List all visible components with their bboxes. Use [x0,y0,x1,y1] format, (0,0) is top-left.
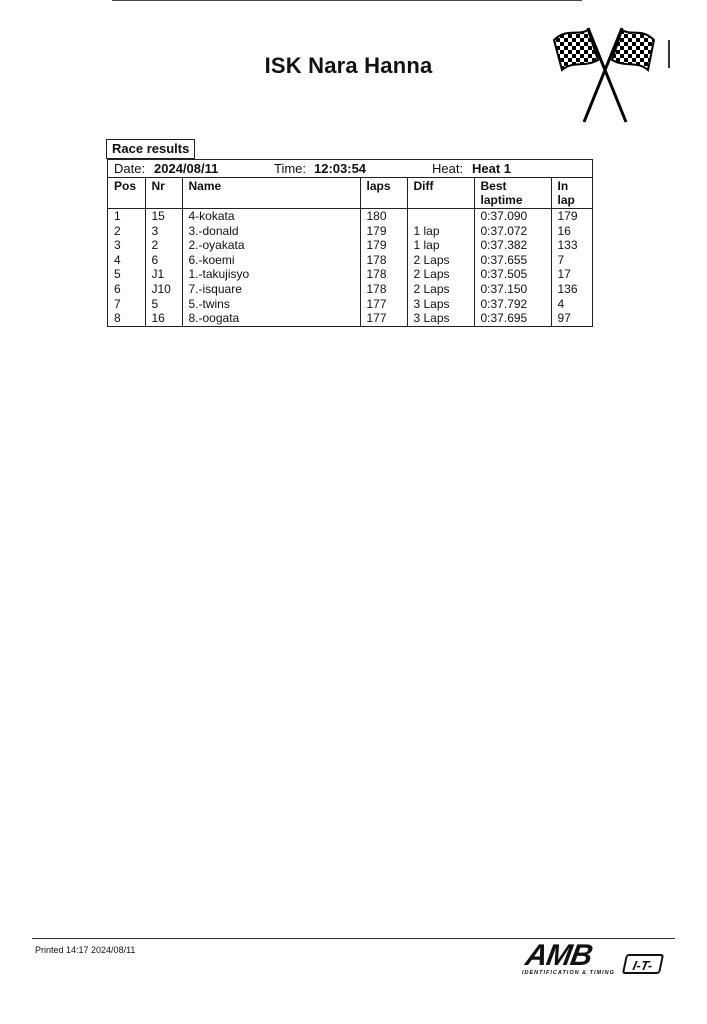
cell-diff: 3 Laps [407,297,474,312]
cell-diff: 2 Laps [407,282,474,297]
cell-pos: 5 [108,267,145,282]
cell-name: 3.-donald [182,224,360,239]
page-title: ISK Nara Hanna [264,53,433,78]
cell-in-lap: 136 [557,281,578,296]
cell-pos: 2 [108,224,145,239]
cell-nr: 15 [145,209,182,224]
cell-diff: 1 lap [407,238,474,253]
cell-name: 7.-isquare [182,282,360,297]
cell-name: 4-kokata [182,209,360,224]
cell-nr: 3 [145,224,182,239]
cell-best-laptime: 0:37.090 [474,209,551,224]
table-row [108,297,592,312]
table-row [108,224,592,239]
amb-logo-word: AMB [523,939,595,972]
cell-in-lap: 179 [557,209,578,223]
table-row [108,253,592,268]
cell-name: 8.-oogata [182,311,360,326]
race-date: 2024/08/11 [154,161,219,176]
cell-nr: J1 [145,267,182,282]
col-header-name: Name [182,178,360,209]
cell-pos: 6 [108,282,145,297]
cell-nr: 16 [145,311,182,326]
cell-pos: 3 [108,238,145,253]
cell-laps: 179 [360,224,407,239]
cell-diff: 3 Laps [407,311,474,326]
amb-logo [520,939,670,979]
heat-label: Heat: [432,161,464,176]
cell-diff: 2 Laps [407,253,474,268]
section-label: Race results [106,139,195,159]
cell-in-lap: 133 [557,238,578,253]
top-rule [112,0,582,1]
time-label: Time: [274,161,307,176]
cell-best-laptime: 0:37.382 [474,238,551,253]
table-row [108,282,592,297]
cell-laps: 177 [360,311,407,326]
cell-in-lap: 97 [557,311,571,326]
col-header-best-laptime: Best laptime [474,178,551,209]
table-row [108,209,592,224]
amb-logo-subtitle: IDENTIFICATION & TIMING [522,970,615,976]
race-time: 12:03:54 [314,161,367,176]
cell-pos: 8 [108,311,145,326]
printed-timestamp: Printed 14:17 2024/08/11 [35,945,136,955]
cell-diff [407,209,474,224]
cell-in-lap: 16 [557,223,571,238]
cell-laps: 178 [360,267,407,282]
cell-best-laptime: 0:37.505 [474,267,551,282]
amb-logo-box: I-T- [622,954,664,974]
cell-in-lap: 7 [557,252,565,267]
cell-in-lap: 4 [557,296,565,311]
cell-diff: 2 Laps [407,267,474,282]
cell-laps: 180 [360,209,407,224]
cell-name: 6.-koemi [182,253,360,268]
cell-name: 1.-takujisyo [182,267,360,282]
cell-best-laptime: 0:37.072 [474,224,551,239]
cell-nr: 2 [145,238,182,253]
heat-name: Heat 1 [472,161,512,176]
cell-best-laptime: 0:37.150 [474,282,551,297]
results-table-frame [107,159,593,327]
cell-laps: 177 [360,297,407,312]
cell-name: 2.-oyakata [182,238,360,253]
header-row [108,178,592,209]
col-header-in-lap: In lap [551,178,592,209]
cell-pos: 4 [108,253,145,268]
table-row [108,267,592,282]
cell-laps: 178 [360,253,407,268]
table-row [108,238,592,253]
date-label: Date: [114,161,146,176]
race-info-row [108,160,592,178]
checkered-flags-icon [548,22,660,126]
table-row [108,311,592,326]
col-header-laps: laps [360,178,407,209]
cell-nr: 5 [145,297,182,312]
cell-laps: 178 [360,282,407,297]
cell-best-laptime: 0:37.792 [474,297,551,312]
cell-diff: 1 lap [407,224,474,239]
cell-in-lap: 17 [557,267,571,282]
results-table [108,178,592,326]
cell-pos: 7 [108,297,145,312]
cell-best-laptime: 0:37.695 [474,311,551,326]
col-header-diff: Diff [407,178,474,209]
cell-name: 5.-twins [182,297,360,312]
cell-nr: 6 [145,253,182,268]
cell-best-laptime: 0:37.655 [474,253,551,268]
cell-laps: 179 [360,238,407,253]
col-header-nr: Nr [145,178,182,209]
cell-nr: J10 [145,282,182,297]
cell-pos: 1 [108,209,145,224]
col-header-pos: Pos [108,178,145,209]
